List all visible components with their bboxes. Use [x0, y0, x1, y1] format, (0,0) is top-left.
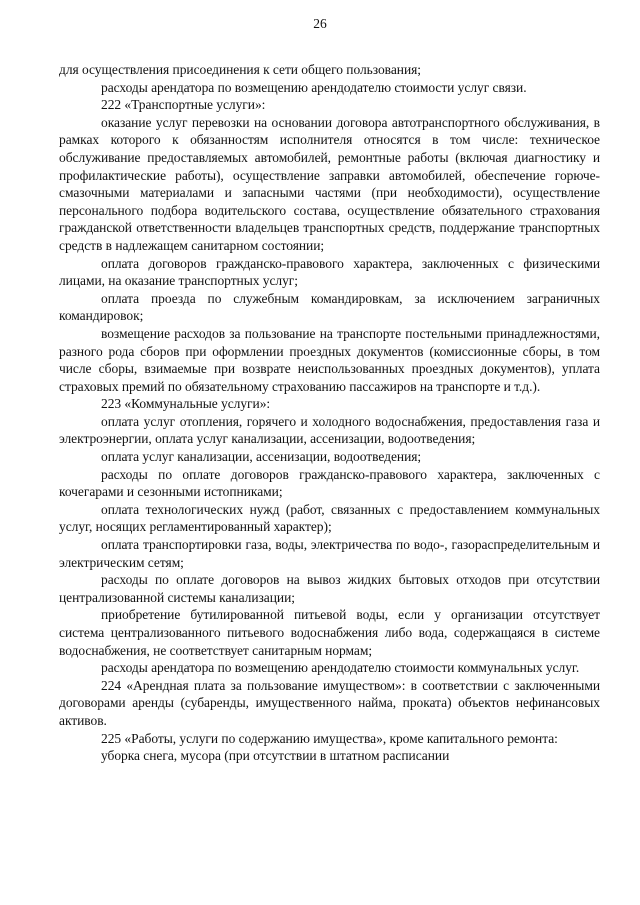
paragraph: расходы по оплате договоров на вывоз жидких бытовых отходов при отсутствии централизованной системы канализации;	[59, 572, 600, 605]
paragraph: для осуществления присоединения к сети общего пользования;	[59, 62, 421, 77]
paragraph: возмещение расходов за пользование на транспорте постельными принадлежностями, разного рода сборов при оформлении проездных документов (комиссионные сборы, в том числе сборы, взимаемые при возврате неиспользованных проездных документов), уплата страховых премий по обязательному страхованию пассажиров на транспорте и т.д.).	[59, 325, 600, 394]
paragraph: оплата услуг отопления, горячего и холодного водоснабжения, предоставления газа и электроэнергии, оплата услуг канализации, ассенизации, водоотведения;	[59, 413, 600, 447]
paragraph: расходы арендатора по возмещению арендодателю стоимости коммунальных услуг.	[101, 660, 580, 676]
section-heading-223: 223 «Коммунальные услуги»:	[101, 396, 271, 412]
paragraph: уборка снега, мусора (при отсутствии в штатном расписании	[101, 748, 450, 764]
paragraph: оплата услуг канализации, ассенизации, водоотведения;	[101, 449, 422, 465]
section-heading-222: 222 «Транспортные услуги»:	[101, 97, 266, 113]
paragraph: оплата технологических нужд (работ, связанных с предоставлением коммунальных услуг, носящих регламентированный характер);	[59, 501, 600, 535]
section-heading-225: 225 «Работы, услуги по содержанию имущества», кроме капитального ремонта:	[101, 730, 558, 746]
document-body	[59, 61, 600, 765]
page-number: 26	[313, 16, 327, 31]
paragraph: оказание услуг перевозки на основании договора автотранспортного обслуживания, в рамках которого к обязанностям исполнителя относятся в том числе: техническое обслуживание предоставляемых автомобилей, ремонтные работы (включая диагностику и профилактические работы), осуществление заправки автомобилей, обеспечение горюче-смазочными материалами и запасными частями (при необходимости), осуществление персонального подбора водительского состава, осуществление обязательного страхования гражданской ответственности владельцев транспортных средств, поддержание транспортных средств в надлежащем санитарном состоянии;	[59, 114, 600, 253]
section-heading-224: 224 «Арендная плата за пользование имуществом»: в соответствии с заключенными договорами аренды (субаренды, имущественного найма, проката) объектов нефинансовых активов.	[59, 677, 600, 728]
paragraph: оплата транспортировки газа, воды, электричества по водо-, газораспределительным и электрическим сетям;	[59, 537, 600, 570]
paragraph: оплата проезда по служебным командировкам, за исключением заграничных командировок;	[59, 290, 600, 324]
paragraph: приобретение бутилированной питьевой воды, если у организации отсутствует система централизованного питьевого водоснабжения либо вода, содержащаяся в системе водоснабжения, не соответствует санитарным нормам;	[59, 607, 600, 658]
paragraph: расходы по оплате договоров гражданско-правового характера, заключенных с кочегарами и сезонными истопниками;	[59, 466, 600, 500]
paragraph: расходы арендатора по возмещению арендодателю стоимости услуг связи.	[101, 79, 527, 95]
paragraph: оплата договоров гражданско-правового характера, заключенных с физическими лицами, на оказание транспортных услуг;	[59, 255, 600, 289]
